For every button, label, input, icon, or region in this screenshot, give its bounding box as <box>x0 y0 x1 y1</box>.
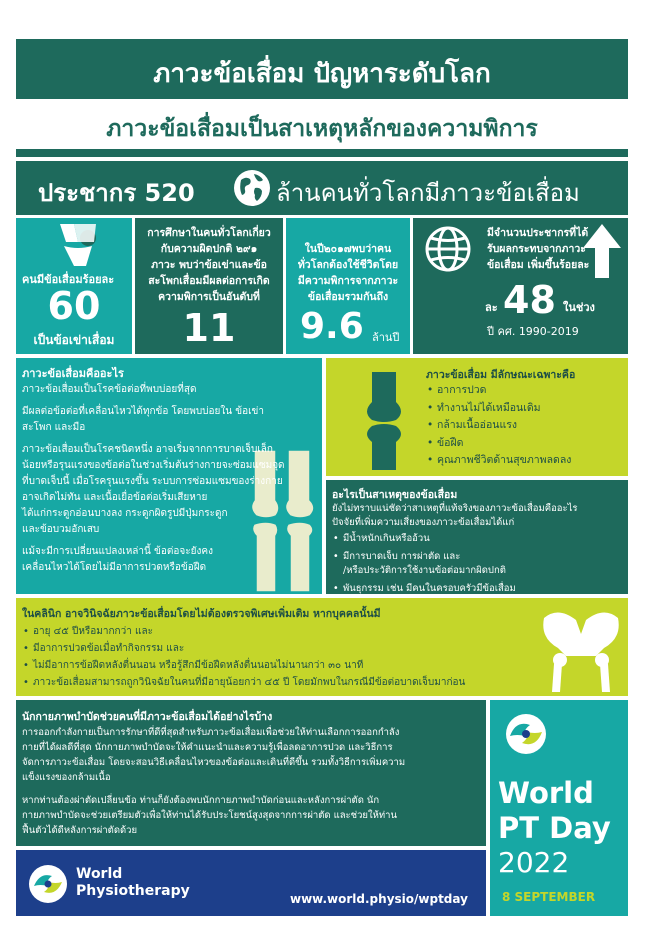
what-is-p3-line-1: ภาวะข้อเสื่อมเป็นโรคชนิดหนึ่ง อาจเริ่มจากการบาดเจ็บเล็ก <box>22 444 273 455</box>
globe-network-icon <box>423 224 473 274</box>
footer-url-link[interactable]: www.world.physio/wptday <box>290 892 468 906</box>
stat-increase-prefix: ละ <box>485 301 498 314</box>
stat-rank-line-4: สะโพกเสื่อมมีผลต่อการเกิด <box>148 275 270 287</box>
physio-p1-line-1: การออกกำลังกายเป็นการรักษาที่ดีที่สุดสำหรับภาวะข้อเสื่อมเพื่อช่วยให้ท่านเลือกการออกกำลัง <box>22 727 400 738</box>
what-is-p5-line-1: แม้จะมีการเปลี่ยนแปลงเหล่านี้ ข้อต่อจะยังคง <box>22 546 213 557</box>
stat-rank-line-2: กับความผิดปกติ ๒๙๑ <box>160 243 258 255</box>
what-is-p4-line-2: และข้อบวมอักเสบ <box>22 524 100 535</box>
physio-p1-line-4: แข็งแรงของกล้ามเนื้อ <box>22 772 111 783</box>
wptday-date: 8 SEPTEMBER <box>502 890 596 904</box>
stat-knee-sub: เป็นข้อเข่าเสื่อม <box>33 333 115 347</box>
globe-icon <box>232 168 272 208</box>
stat-disability-line-3: มีความพิการจากภาวะ <box>297 275 399 287</box>
population-bar <box>16 161 628 215</box>
symptom-item: • คุณภาพชีวิตด้านสุขภาพลดลง <box>426 452 571 470</box>
diagnosis-item: • ไม่มีอาการข้อฝืดหลังตื่นนอน หรือรู้สึกมีข้อฝืดหลังตื่นนอนไม่นานกว่า ๓๐ นาที <box>22 657 465 674</box>
stat-knee-label: คนมีข้อเสื่อมร้อยละ <box>22 273 115 286</box>
symptoms-title: ภาวะข้อเสื่อม มีลักษณะเฉพาะคือ <box>426 369 576 381</box>
diagnosis-list <box>22 623 465 691</box>
causes-list <box>332 532 516 594</box>
diagnosis-item: • มีอาการปวดข้อเมื่อทำกิจกรรม และ <box>22 640 465 657</box>
causes-title: อะไรเป็นสาเหตุของข้อเสื่อม <box>332 489 458 501</box>
wptday-line-1: World <box>498 776 594 810</box>
knee-joint-icon <box>56 220 102 268</box>
what-is-p3-line-3: ที่บาดเจ็บนี้ เมื่อโรครุนแรงขึ้น ระบบการซ่อมแซมของร่างกาย <box>22 476 283 487</box>
symptom-item: • ทำงานไม่ได้เหมือนเดิม <box>426 400 571 418</box>
physio-title: นักกายภาพบำบัดช่วยคนที่มีภาวะข้อเสื่อมได้อย่างไรบ้าง <box>22 711 273 723</box>
world-physiotherapy-logo-icon <box>28 864 68 904</box>
stat-rank-panel <box>135 218 283 354</box>
pelvis-bones-icon <box>538 604 624 692</box>
stat-rank-value: 11 <box>182 306 236 350</box>
org-name-line-1: World <box>76 866 123 882</box>
symptom-item: • อาการปวด <box>426 382 571 400</box>
what-is-p5-line-2: เคลื่อนไหวได้โดยไม่มีอาการปวดหรือข้อฝืด <box>22 562 207 573</box>
symptom-item: • กล้ามเนื้ออ่อนแรง <box>426 417 571 435</box>
physio-p2-line-1: หากท่านต้องผ่าตัดเปลี่ยนข้อ ท่านก็ยังต้องพบนักกายภาพบำบัดก่อนและหลังการผ่าตัด นัก <box>22 795 380 806</box>
world-pt-day-logo-icon <box>504 712 548 756</box>
cause-item-text: /หรือประวัติการใช้งานข้อต่อมากผิดปกติ <box>343 565 506 576</box>
physio-p1-line-3: จัดการภาวะข้อเสื่อม โดยจะสอนวิธีเคลื่อนไหวของข้อต่อและเดินที่ดีขึ้น รวมทั้งวิธีการเพิ่มความ <box>22 757 406 768</box>
what-is-p2-line-2: สะโพก และมือ <box>22 422 86 433</box>
stat-disability-value: 9.6 <box>300 306 364 347</box>
cause-item-text: มีน้ำหนักเกินหรืออ้วน <box>343 533 430 544</box>
stat-increase-line-2: รับผลกระทบจากภาวะ <box>487 243 586 255</box>
stat-rank-line-3: ภาวะ พบว่าข้อเข่าและข้อ <box>151 259 267 271</box>
stat-disability-line-1: ในปี๒๐๑๗พบว่าคน <box>304 243 392 255</box>
symptom-item: • ข้อฝืด <box>426 435 571 453</box>
symptoms-panel <box>326 358 628 476</box>
cause-item-text: พันธุกรรม เช่น มีคนในครอบครัวมีข้อเสื่อม <box>343 583 516 594</box>
cause-item <box>332 550 516 578</box>
physio-panel <box>16 700 486 846</box>
what-is-p3-line-2: น้อยหรือรุนแรงของข้อต่อในช่วงเริ่มต้นร่างกายจะซ่อมแซมจุด <box>22 460 285 471</box>
wptday-panel <box>490 700 628 916</box>
wptday-year: 2022 <box>498 846 570 879</box>
what-is-p4-line-1: ได้แก่กระดูกอ่อนบางลง กระดูกผิดรูปมีปุ่มกระดูก <box>22 508 228 519</box>
stat-rank-line-1: การศึกษาในคนทั่วโลกเกี่ยว <box>147 227 271 239</box>
what-is-p1: ภาวะข้อเสื่อมเป็นโรคข้อต่อที่พบบ่อยที่สุด <box>22 384 197 395</box>
diagnosis-panel <box>16 598 628 696</box>
what-is-panel <box>16 358 322 594</box>
stat-increase-line-3: ข้อเสื่อม เพิ่มขึ้นร้อยละ <box>487 259 590 271</box>
causes-intro-line-2: ปัจจัยที่เพิ่มความเสี่ยงของภาวะข้อเสื่อมได้แก่ <box>332 517 515 528</box>
arrow-up-icon <box>581 222 623 280</box>
cause-item-text: มีการบาดเจ็บ การผ่าตัด และ <box>343 551 461 562</box>
stat-increase-period: ปี คศ. 1990-2019 <box>487 325 579 338</box>
physio-p2-line-2: กายภาพบำบัดจะช่วยเตรียมตัวเพื่อให้ท่านได้รับประโยชน์สูงสุดจากการผ่าตัด และช่วยให้ท่าน <box>22 810 397 821</box>
stat-increase-value: 48 <box>503 278 556 322</box>
stat-knee-panel <box>16 218 132 354</box>
wptday-line-2: PT Day <box>498 811 611 845</box>
stat-rank-line-5: ความพิการเป็นอันดับที่ <box>158 291 260 303</box>
knee-joint-icon <box>356 372 412 470</box>
stat-disability-line-4: ข้อเสื่อมรวมกันถึง <box>307 291 389 303</box>
stat-disability-panel <box>286 218 410 354</box>
stat-increase-line-1: มีจำนวนประชากรที่ได้ <box>487 227 589 239</box>
causes-panel <box>326 480 628 594</box>
what-is-p3-line-4: อาจเกิดไม่ทัน และเนื้อเยื่อข้อต่อเริ่มเสียหาย <box>22 492 208 503</box>
org-name-line-2: Physiotherapy <box>76 883 190 899</box>
what-is-p2-line-1: มีผลต่อข้อต่อที่เคลื่อนไหวได้ทุกข้อ โดยพบบ่อยใน ข้อเข่า <box>22 406 265 417</box>
stat-increase-panel <box>413 218 628 354</box>
physio-p2-line-3: ฟื้นตัวได้ดีหลังการผ่าตัดด้วย <box>22 825 138 836</box>
stat-increase-suffix: ในช่วง <box>563 301 595 314</box>
diagnosis-title: ในคลินิก อาจวินิจฉัยภาวะข้อเสื่อมโดยไม่ต้องตรวจพิเศษเพิ่มเติม หากบุคคลนั้นมี <box>22 608 381 620</box>
population-prefix: ประชากร 520 <box>38 179 195 207</box>
cause-item <box>332 532 516 546</box>
population-suffix: ล้านคนทั่วโลกมีภาวะข้อเสื่อม <box>276 179 580 207</box>
symptoms-list <box>426 382 571 470</box>
cause-item <box>332 582 516 594</box>
stat-disability-line-2: ทั่วโลกต้องใช้ชีวิตโดย <box>297 259 399 271</box>
diagnosis-item: • ภาวะข้อเสื่อมสามารถถูกวินิจฉัยในคนที่มีอายุน้อยกว่า ๔๕ ปี โดยมักพบในกรณีมีข้อต่อบาดเจ็บมาก่อน <box>22 674 465 691</box>
header-banner <box>16 39 628 157</box>
page-title: ภาวะข้อเสื่อม ปัญหาระดับโลก <box>153 59 491 89</box>
stat-knee-value: 60 <box>47 284 101 328</box>
what-is-title: ภาวะข้อเสื่อมคืออะไร <box>22 367 124 380</box>
physio-p1-line-2: กายที่ได้ผลดีที่สุด นักกายภาพบำบัดจะให้คำแนะนำและความรู้เพื่อลดอาการปวด และวิธีการ <box>22 742 393 753</box>
footer-bar <box>16 850 486 916</box>
page-subtitle: ภาวะข้อเสื่อมเป็นสาเหตุหลักของความพิการ <box>106 116 538 142</box>
stat-disability-unit: ล้านปี <box>372 331 400 344</box>
causes-intro-line-1: ยังไม่ทราบแน่ชัดว่าสาเหตุที่แท้จริงของภาวะข้อเสื่อมคืออะไร <box>332 503 578 514</box>
diagnosis-item: • อายุ ๔๕ ปีหรือมากกว่า และ <box>22 623 465 640</box>
